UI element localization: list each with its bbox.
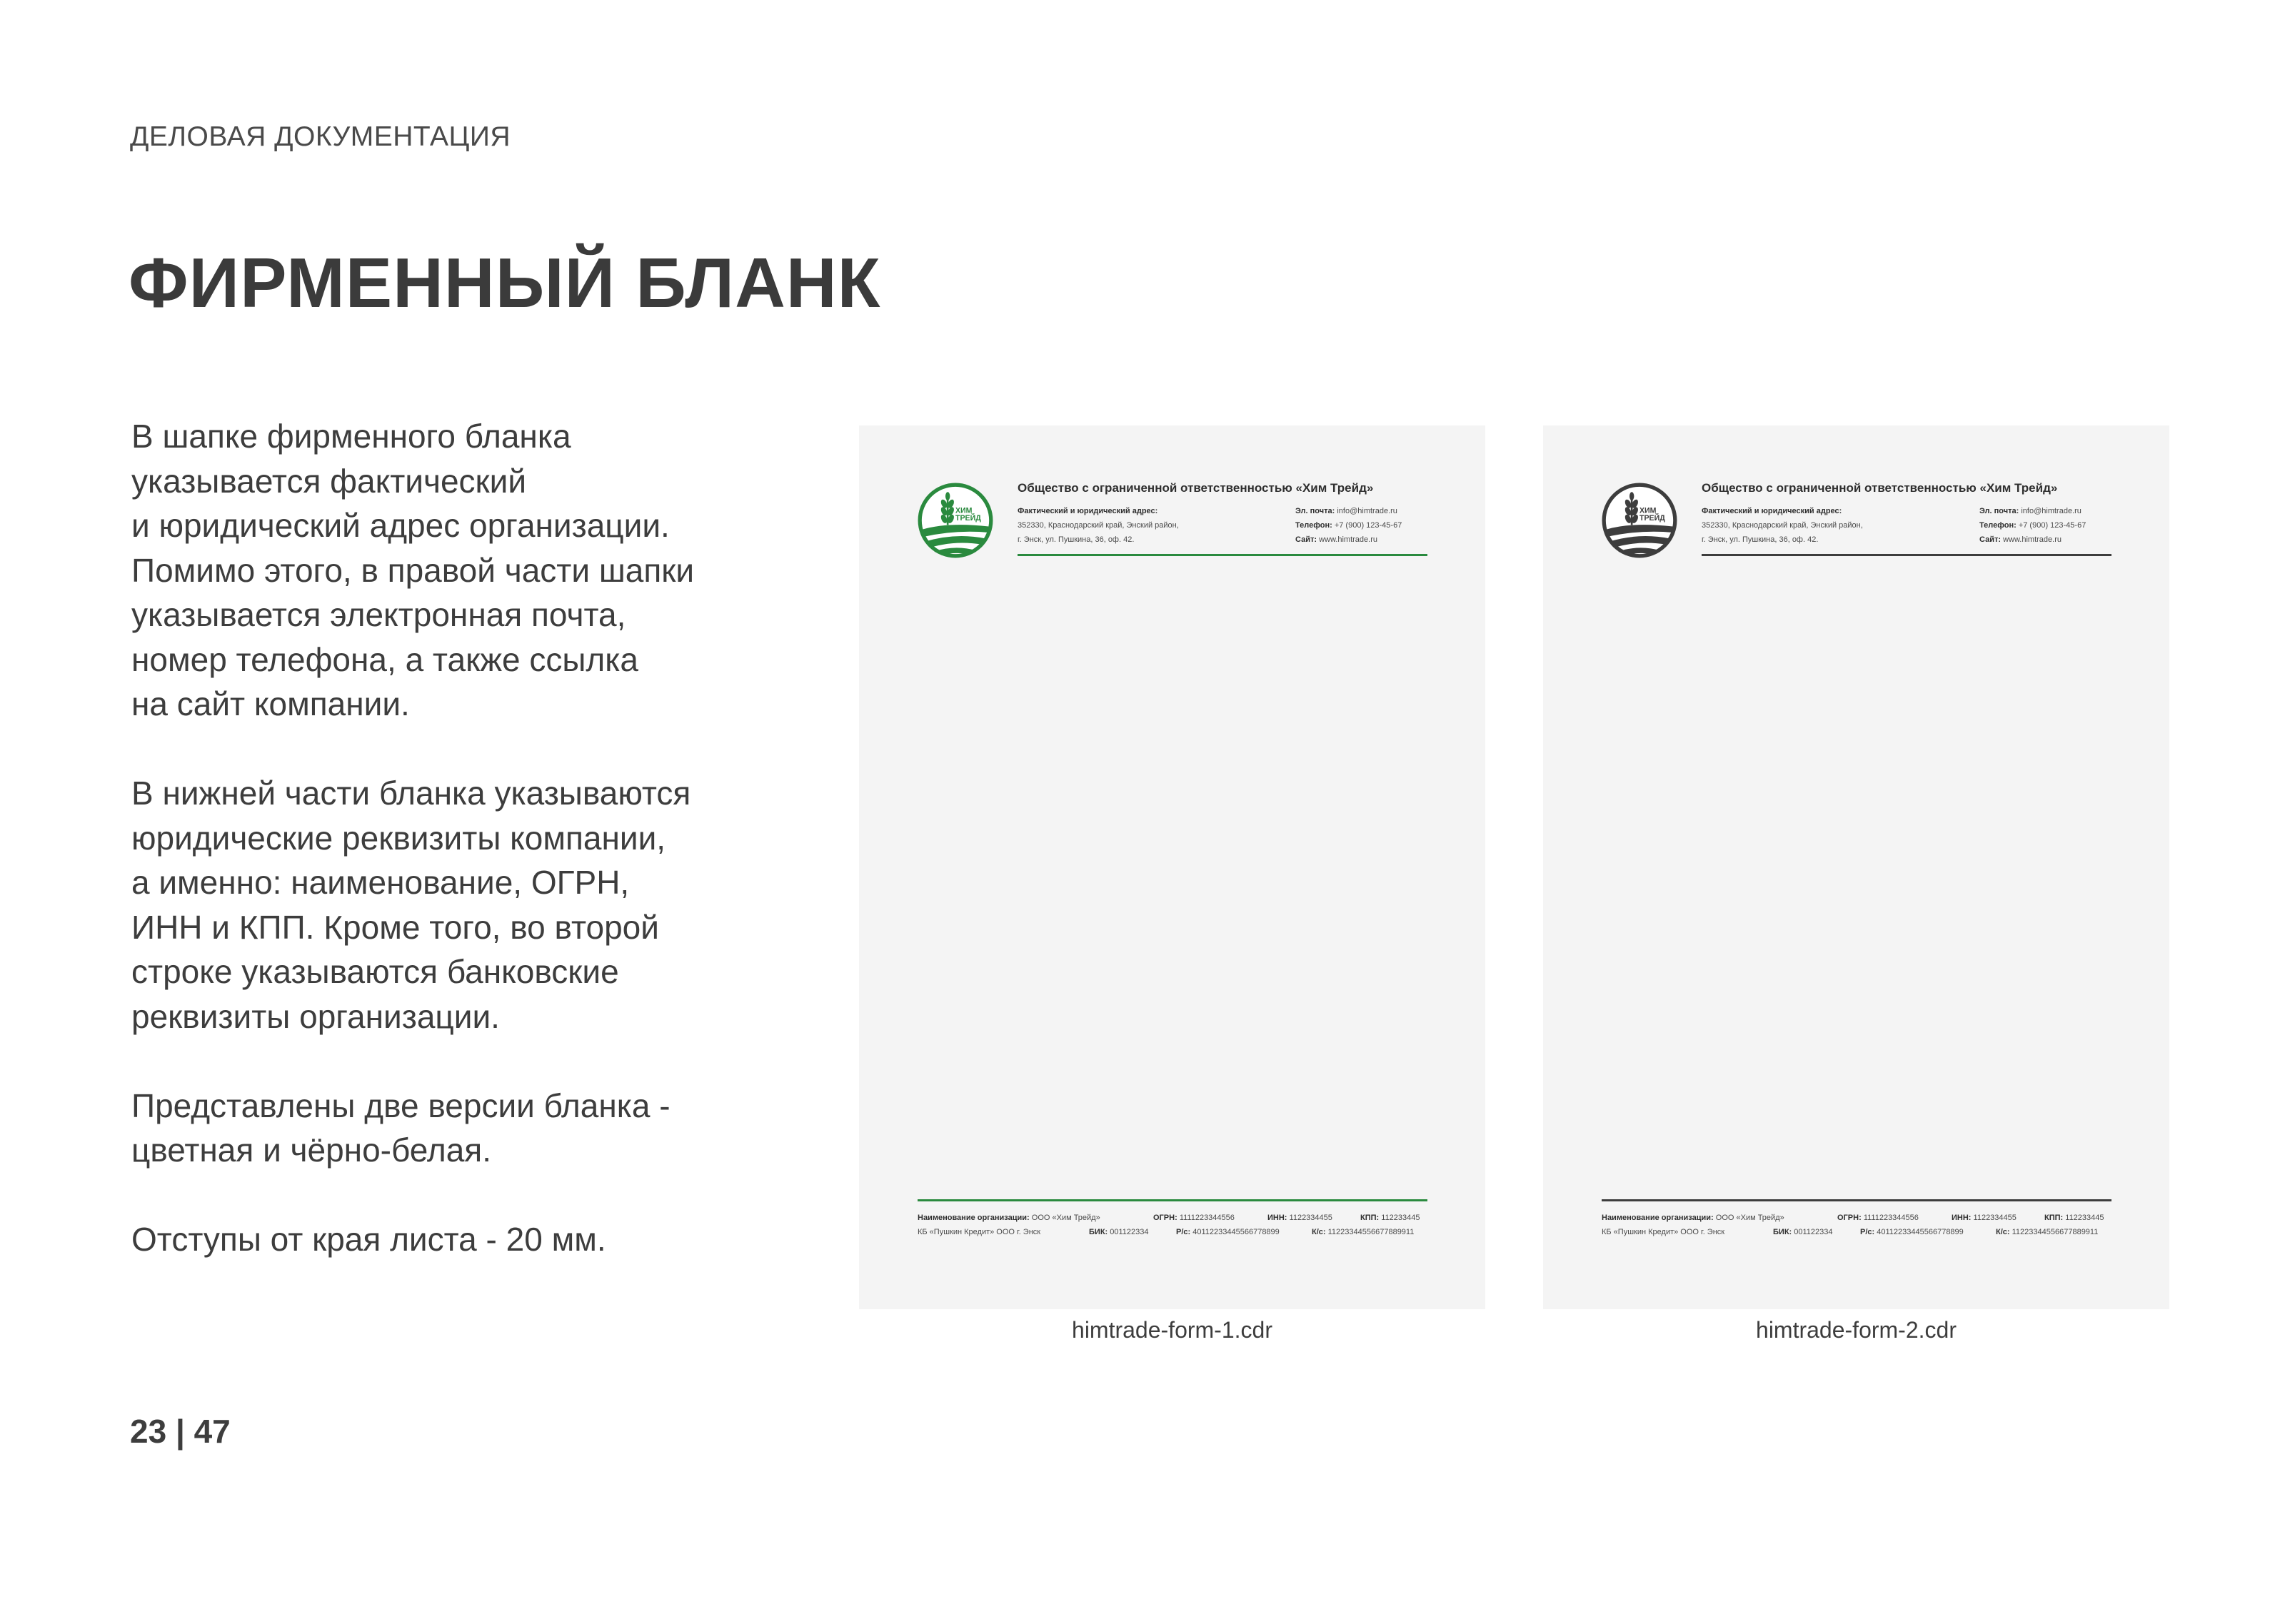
kpp-value: 112233445 bbox=[1381, 1214, 1420, 1222]
header-divider bbox=[1018, 554, 1427, 556]
address-label: Фактический и юридический адрес: bbox=[1018, 507, 1158, 515]
file-caption: himtrade-form-2.cdr bbox=[1756, 1317, 1957, 1343]
ogrn-value: 1111223344556 bbox=[1179, 1214, 1235, 1222]
letterhead-preview-mono bbox=[1543, 425, 2169, 1309]
org-name-label: Наименование организации: bbox=[1602, 1214, 1714, 1222]
inn-value: 1122334455 bbox=[1289, 1214, 1332, 1222]
address-block bbox=[1018, 504, 1179, 547]
rs-value: 40112233445566778899 bbox=[1877, 1228, 1964, 1236]
letterhead-preview-color bbox=[859, 425, 1485, 1309]
page-number: 23 | 47 bbox=[130, 1413, 231, 1450]
org-short-name: ООО «Хим Трейд» bbox=[1031, 1214, 1100, 1222]
section-kicker: ДЕЛОВАЯ ДОКУМЕНТАЦИЯ bbox=[130, 121, 511, 152]
kpp-value: 112233445 bbox=[2065, 1214, 2104, 1222]
org-name: Общество с ограниченной ответственностью «Хим Трейд» bbox=[1702, 481, 2058, 495]
himtrade-logo-icon bbox=[1602, 483, 1677, 558]
ks-value: 11223344556677889911 bbox=[2012, 1228, 2099, 1236]
address-line: г. Энск, ул. Пушкина, 36, оф. 42. bbox=[1702, 535, 1819, 544]
himtrade-logo-icon bbox=[918, 483, 993, 558]
description-paragraph: В нижней части бланка указываются юридические реквизиты компании, а именно: наименование, ОГРН, ИНН и КПП. Кроме того, во второй строке указываются банковские реквизиты организации. bbox=[131, 775, 691, 1035]
address-label: Фактический и юридический адрес: bbox=[1702, 507, 1842, 515]
description-paragraph: Отступы от края листа - 20 мм. bbox=[131, 1221, 606, 1258]
phone-value: +7 (900) 123-45-67 bbox=[1334, 521, 1402, 530]
rs-value: 40112233445566778899 bbox=[1192, 1228, 1280, 1236]
ks-value: 11223344556677889911 bbox=[1327, 1228, 1415, 1236]
bik-value: 001122334 bbox=[1794, 1228, 1833, 1236]
org-name: Общество с ограниченной ответственностью «Хим Трейд» bbox=[1018, 481, 1374, 495]
address-line: 352330, Краснодарский край, Энский район, bbox=[1702, 521, 1863, 530]
page-title: ФИРМЕННЫЙ БЛАНК bbox=[129, 243, 881, 322]
address-block bbox=[1702, 504, 1863, 547]
ogrn-value: 1111223344556 bbox=[1863, 1214, 1919, 1222]
logo-text: ХИМ ТРЕЙД bbox=[1639, 506, 1665, 523]
site-label: Сайт: bbox=[1979, 535, 2002, 544]
address-line: г. Энск, ул. Пушкина, 36, оф. 42. bbox=[1018, 535, 1135, 544]
email-value: info@himtrade.ru bbox=[1337, 507, 1397, 515]
email-label: Эл. почта: bbox=[1295, 507, 1335, 515]
rs-label: Р/с: bbox=[1176, 1228, 1191, 1236]
description-paragraph: В шапке фирменного бланка указывается фактический и юридический адрес организации. Помимо этого, в правой части шапки указывается электронная почта, номер телефона, а также ссылка на сайт компании. bbox=[131, 418, 695, 722]
contacts-block bbox=[1295, 504, 1402, 547]
address-line: 352330, Краснодарский край, Энский район, bbox=[1018, 521, 1179, 530]
header-divider bbox=[1702, 554, 2111, 556]
bank-name: КБ «Пушкин Кредит» ООО г. Энск bbox=[1602, 1228, 1725, 1236]
kpp-label: КПП: bbox=[1360, 1214, 1380, 1222]
org-name-label: Наименование организации: bbox=[918, 1214, 1030, 1222]
phone-label: Телефон: bbox=[1295, 521, 1332, 530]
inn-value: 1122334455 bbox=[1973, 1214, 2017, 1222]
inn-label: ИНН: bbox=[1952, 1214, 1972, 1222]
ogrn-label: ОГРН: bbox=[1837, 1214, 1862, 1222]
phone-value: +7 (900) 123-45-67 bbox=[2018, 521, 2086, 530]
ogrn-label: ОГРН: bbox=[1153, 1214, 1177, 1222]
inn-label: ИНН: bbox=[1267, 1214, 1287, 1222]
file-caption: himtrade-form-1.cdr bbox=[1072, 1317, 1272, 1343]
description-paragraph: Представлены две версии бланка - цветная и чёрно-белая. bbox=[131, 1086, 671, 1169]
rs-label: Р/с: bbox=[1860, 1228, 1875, 1236]
bik-value: 001122334 bbox=[1110, 1228, 1149, 1236]
footer-divider bbox=[918, 1199, 1427, 1201]
bank-name: КБ «Пушкин Кредит» ООО г. Энск bbox=[918, 1228, 1041, 1236]
site-value: www.himtrade.ru bbox=[1319, 535, 1377, 544]
ks-label: К/с: bbox=[1312, 1228, 1326, 1236]
bik-label: БИК: bbox=[1089, 1228, 1108, 1236]
bik-label: БИК: bbox=[1773, 1228, 1792, 1236]
site-label: Сайт: bbox=[1295, 535, 1317, 544]
footer-divider bbox=[1602, 1199, 2111, 1201]
contacts-block bbox=[1979, 504, 2086, 547]
phone-label: Телефон: bbox=[1979, 521, 2017, 530]
email-label: Эл. почта: bbox=[1979, 507, 2019, 515]
ks-label: К/с: bbox=[1996, 1228, 2010, 1236]
description-text bbox=[131, 414, 831, 1306]
email-value: info@himtrade.ru bbox=[2021, 507, 2081, 515]
logo-text: ХИМ ТРЕЙД bbox=[955, 506, 981, 523]
kpp-label: КПП: bbox=[2044, 1214, 2064, 1222]
site-value: www.himtrade.ru bbox=[2003, 535, 2061, 544]
org-short-name: ООО «Хим Трейд» bbox=[1715, 1214, 1784, 1222]
